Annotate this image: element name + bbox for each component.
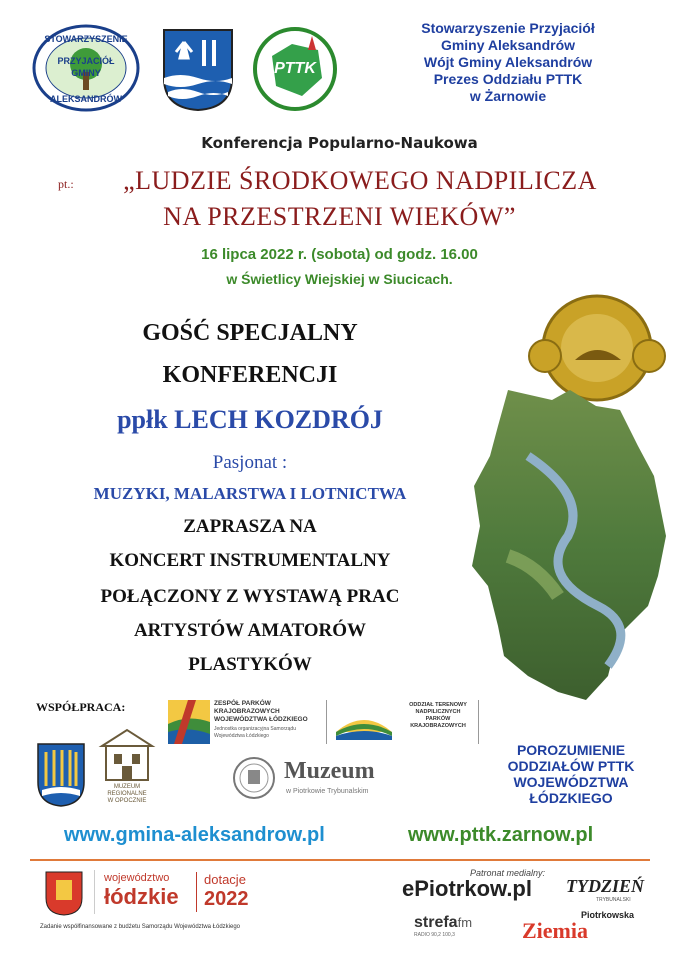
pttk-agreement	[486, 742, 656, 806]
strefa-fm-text: fm	[457, 915, 473, 930]
tydzien-sub: TRYBUNALSKI	[596, 897, 631, 903]
tydzien-logo	[566, 876, 656, 903]
invite-line1: ZAPRASZA NA	[183, 516, 317, 537]
tydzien-text: TYDZIEŃ	[566, 876, 644, 896]
piotrkowska-text: Piotrkowska	[580, 910, 634, 920]
regional-museum-logo	[96, 726, 158, 808]
dotacje-divider	[196, 872, 197, 912]
funding-note: Zadanie współfinansowane z budżetu Samorządu Województwa Łódzkiego	[40, 924, 241, 930]
epiotrkow-logo	[402, 876, 532, 902]
guest-name: ppłk LECH KOZDRÓJ	[117, 405, 383, 434]
cooperation-label: WSPÓŁPRACA:	[36, 700, 126, 714]
coat-of-arms-icon	[162, 28, 234, 112]
epiotrkow-text: ePiotrkow.pl	[402, 876, 532, 901]
ziemia-logo	[522, 910, 642, 942]
association-logo-line4: ALEKSANDRÓW	[50, 94, 122, 104]
cooperation-divider	[326, 700, 327, 744]
media-patrons-label: Patronat medialny:	[470, 868, 546, 878]
organizer-line-4: Prezes Oddziału PTTK	[433, 71, 583, 87]
lodzkie-coat-of-arms-icon	[44, 870, 84, 916]
guest-passions: MUZYKI, MALARSTWA I LOTNICTWA	[93, 484, 407, 503]
piotrkow-museum-seal-icon	[232, 756, 276, 800]
parks-sub2: Województwa Łódzkiego	[214, 733, 269, 739]
cooperation-divider-2	[478, 700, 479, 744]
organizer-line-3: Wójt Gminy Aleksandrów	[423, 54, 593, 70]
guest-line1: GOŚĆ SPECJALNY	[142, 320, 358, 346]
parks-line3: WOJEWÓDZTWA ŁÓDZKIEGO	[214, 716, 308, 723]
parks-line1: ZESPÓŁ PARKÓW	[214, 700, 271, 707]
organizers-block	[368, 20, 648, 105]
gmina-coat-of-arms-icon	[36, 742, 86, 808]
conference-title-line1: „LUDZIE ŚRODKOWEGO NADPILICZA	[123, 166, 597, 195]
gmina-website-link[interactable]: www.gmina-aleksandrow.pl	[64, 824, 325, 846]
strefa-text: strefa	[414, 914, 458, 931]
strefa-fm-logo	[414, 914, 504, 938]
organizer-line-5: w Żarnowie	[469, 88, 547, 104]
pttk-logo-text: PTTK	[274, 60, 316, 77]
association-logo	[32, 24, 140, 112]
branch-line3: PARKÓW	[425, 716, 451, 722]
pttk-website-link[interactable]: www.pttk.zarnow.pl	[408, 824, 594, 846]
association-logo-line2: PRZYJACIÓŁ	[57, 56, 115, 66]
branch-line2: NADPILICZNYCH	[415, 709, 461, 715]
branch-line1: ODDZIAŁ TERENOWY	[409, 702, 467, 708]
invite-line5: PLASTYKÓW	[188, 654, 312, 675]
parks-team-text	[214, 700, 326, 740]
regional-museum-line2: REGIONALNE	[107, 791, 147, 797]
dotacje-label: dotacje	[204, 872, 246, 887]
ziemia-text: Ziemia	[522, 918, 588, 943]
lodzkie-logo-divider	[94, 870, 95, 914]
strefa-sub: RADIO 90,2 100,3	[414, 932, 455, 938]
guest-line2: KONFERENCJI	[162, 362, 338, 388]
regional-museum-line3: W OPOCZNIE	[107, 798, 147, 804]
conference-date: 16 lipca 2022 r. (sobota) od godz. 16.00	[201, 246, 478, 263]
guest-pasjonat: Pasjonat :	[212, 452, 288, 473]
nadpilicze-map-photo	[468, 386, 670, 704]
branch-line4: KRAJOBRAZOWYCH	[410, 723, 466, 729]
conference-prefix: pt.:	[58, 177, 74, 191]
parks-sub1: Jednostka organizacyjna Samorządu	[214, 726, 296, 732]
association-logo-line3: GMINY	[71, 68, 101, 78]
organizer-line-2: Gminy Aleksandrów	[440, 37, 576, 53]
parks-line2: KRAJOBRAZOWYCH	[214, 708, 280, 715]
agreement-line4: ŁÓDZKIEGO	[529, 790, 613, 806]
conference-title-line2: NA PRZESTRZENI WIEKÓW”	[163, 202, 516, 231]
association-logo-line1: STOWARZYSZENIE	[44, 34, 128, 44]
agreement-line2: ODDZIAŁÓW PTTK	[507, 758, 635, 774]
invite-line2: KONCERT INSTRUMENTALNY	[109, 550, 391, 571]
branch-parks-text	[398, 702, 478, 730]
lodzkie-label: łódzkie	[104, 884, 179, 909]
conference-place: w Świetlicy Wiejskiej w Siucicach.	[226, 271, 453, 287]
footer-divider	[30, 859, 650, 861]
agreement-line3: WOJEWÓDZTWA	[513, 774, 629, 790]
invite-line3: POŁĄCZONY Z WYSTAWĄ PRAC	[100, 586, 400, 607]
piotrkow-museum-name: Muzeum	[284, 758, 375, 784]
organizer-line-1: Stowarzyszenie Przyjaciół	[421, 20, 595, 36]
invite-line4: ARTYSTÓW AMATORÓW	[133, 620, 367, 641]
wojewodztwo-label: województwo	[104, 872, 170, 884]
conference-kind: Konferencja Popularno-Naukowa	[201, 134, 478, 152]
pttk-logo	[252, 26, 338, 112]
dotacje-year: 2022	[204, 888, 249, 910]
parks-team-logo-icon	[168, 700, 210, 744]
agreement-line1: POROZUMIENIE	[516, 742, 626, 758]
regional-museum-line1: MUZEUM	[113, 784, 141, 790]
branch-parks-logo-icon	[334, 706, 394, 740]
piotrkow-museum-sub: w Piotrkowie Trybunalskim	[286, 788, 369, 795]
